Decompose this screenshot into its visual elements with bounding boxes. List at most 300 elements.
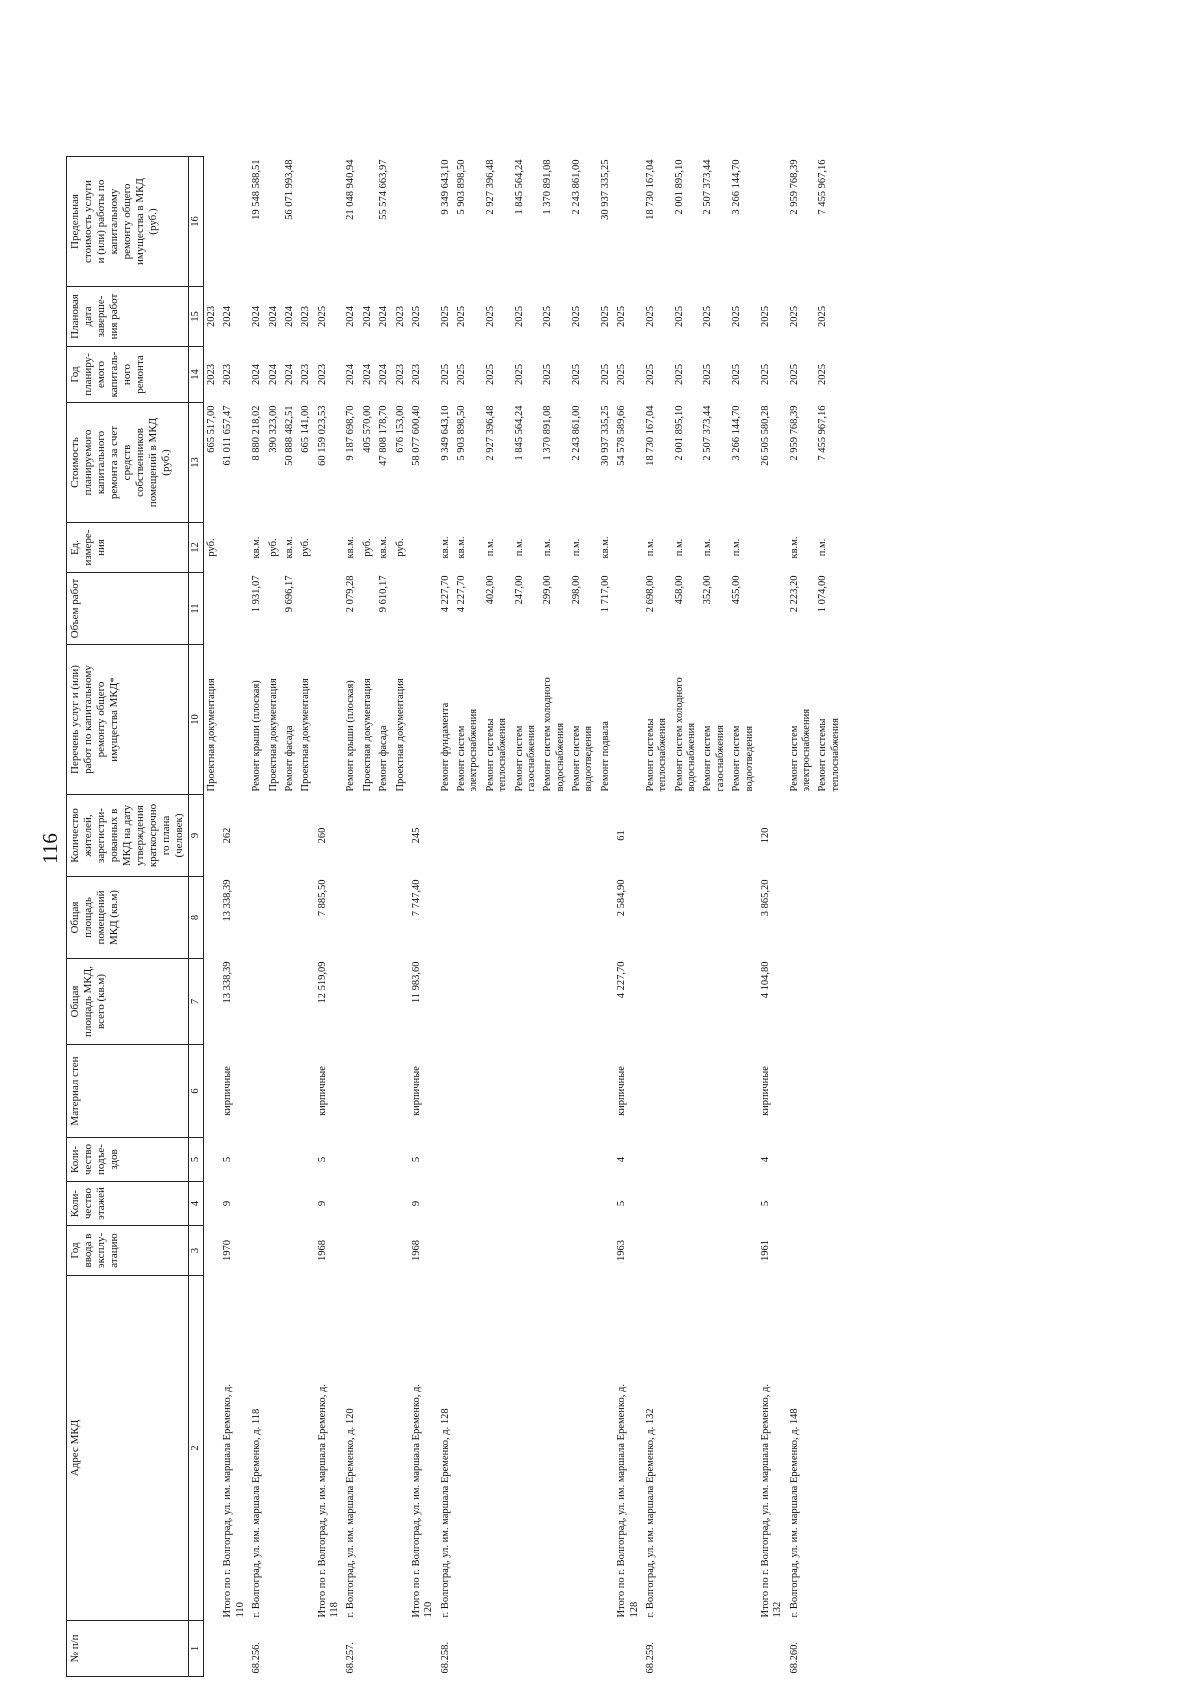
cell-address <box>266 1276 282 1621</box>
cell-row-number <box>220 1621 249 1677</box>
cell-unit: руб. <box>206 538 218 557</box>
table-row <box>360 157 376 1677</box>
cell-planned-year: 2025 <box>542 364 554 385</box>
cell-work-volume <box>266 573 282 645</box>
cell-work-volume: 2 698,00 <box>644 575 656 613</box>
cell-work-volume: 1 074,00 <box>817 575 829 613</box>
cell-floors: 9 <box>410 1200 422 1207</box>
cell-wall-material <box>438 1045 454 1138</box>
cell-floors <box>360 1182 376 1226</box>
cell-work-type <box>220 645 249 795</box>
cell-work-type <box>409 645 438 795</box>
column-header: Количество жителей, зарегистри- рованных в МКД на дату утверждения краткосрочно го плана (человек) <box>67 795 189 877</box>
table-row <box>540 157 569 1677</box>
column-number: 2 <box>188 1276 203 1621</box>
cell-address: г. Волгоград, ул. им. маршала Еременко, д. 148 <box>788 1408 800 1618</box>
cell-unit <box>409 523 438 573</box>
cell-premises-area: 13 338,39 <box>222 879 234 922</box>
cell-row-number <box>672 1621 701 1677</box>
cell-cost: 9 187 698,70 <box>345 405 357 461</box>
cell-residents: 120 <box>759 827 771 844</box>
cell-year-built <box>787 1226 816 1276</box>
cell-work-volume <box>360 573 376 645</box>
column-header: Плановая дата заверше- ния работ <box>67 287 189 347</box>
cell-premises-area <box>376 877 392 959</box>
cell-residents <box>815 795 844 877</box>
cell-unit: п.м. <box>673 538 685 557</box>
cell-cost: 2 927 396,48 <box>484 405 496 461</box>
cell-address <box>393 1276 409 1621</box>
cell-premises-area <box>266 877 282 959</box>
cell-completion-date: 2025 <box>410 306 422 327</box>
cell-planned-year: 2023 <box>316 364 328 385</box>
cell-entrances <box>643 1138 672 1182</box>
cell-residents <box>204 795 221 877</box>
cell-completion-date: 2025 <box>599 306 611 327</box>
cell-unit: кв.м. <box>599 536 611 559</box>
cell-row-number <box>315 1621 344 1677</box>
cell-cost: 676 153,00 <box>394 405 406 453</box>
table-row <box>569 157 598 1677</box>
cell-work-volume: 402,00 <box>484 575 496 605</box>
cell-cost: 61 011 657,47 <box>222 405 234 466</box>
table-row <box>266 157 282 1677</box>
cell-completion-date: 2024 <box>222 306 234 327</box>
cell-max-cost: 2 507 373,44 <box>702 159 714 215</box>
cell-work-type: Ремонт систем холодного водоснабжения <box>542 677 566 792</box>
cell-floors <box>266 1182 282 1226</box>
cell-planned-year: 2025 <box>673 364 685 385</box>
cell-cost: 7 455 967,16 <box>817 405 829 461</box>
cell-year-built: 1968 <box>410 1240 422 1261</box>
table-row <box>249 157 265 1677</box>
cell-total-area <box>787 959 816 1045</box>
column-header: Предельная стоимость услуги и (или) работы по капитальному ремонту общего имущества в МКД (руб.) <box>67 157 189 287</box>
cell-work-volume: 4 227,70 <box>439 575 451 613</box>
cell-year-built <box>360 1226 376 1276</box>
cell-entrances: 4 <box>616 1156 628 1163</box>
cell-entrances <box>815 1138 844 1182</box>
cell-cost: 1 370 891,08 <box>542 405 554 461</box>
cell-year-built <box>298 1226 314 1276</box>
cell-total-area <box>343 959 359 1045</box>
cell-premises-area <box>483 877 512 959</box>
cell-row-number: 68.256. <box>251 1642 263 1674</box>
cell-premises-area <box>298 877 314 959</box>
cell-entrances <box>438 1138 454 1182</box>
cell-total-area <box>298 959 314 1045</box>
column-number: 15 <box>188 287 203 347</box>
cell-address: Итого по г. Волгоград, ул. им. маршала Еременко, д. 120 <box>410 1384 435 1618</box>
cell-year-built <box>204 1226 221 1276</box>
cell-planned-year: 2023 <box>206 364 218 385</box>
cell-floors <box>454 1182 483 1226</box>
cell-year-built <box>249 1226 265 1276</box>
cell-residents: 61 <box>616 830 628 841</box>
cell-total-area: 4 104,80 <box>759 961 771 999</box>
cell-completion-date: 2025 <box>542 306 554 327</box>
cell-wall-material <box>700 1045 729 1138</box>
cell-residents <box>438 795 454 877</box>
cell-entrances: 4 <box>759 1156 771 1163</box>
capital-repair-table <box>66 156 844 1677</box>
cell-cost: 665 141,00 <box>300 405 312 453</box>
cell-work-type: Ремонт систем водоотведения <box>731 725 755 792</box>
cell-year-built <box>700 1226 729 1276</box>
cell-completion-date: 2025 <box>788 306 800 327</box>
cell-unit <box>614 523 643 573</box>
cell-wall-material <box>454 1045 483 1138</box>
cell-row-number <box>376 1621 392 1677</box>
cell-premises-area <box>643 877 672 959</box>
cell-unit: п.м. <box>817 538 829 557</box>
cell-max-cost: 9 349 643,10 <box>439 159 451 215</box>
cell-address <box>540 1276 569 1621</box>
cell-completion-date: 2025 <box>673 306 685 327</box>
cell-planned-year: 2025 <box>731 364 743 385</box>
cell-completion-date: 2023 <box>206 306 218 327</box>
cell-floors <box>204 1182 221 1226</box>
cell-wall-material <box>643 1045 672 1138</box>
cell-max-cost: 18 730 167,04 <box>644 159 656 220</box>
cell-floors <box>598 1182 614 1226</box>
cell-total-area <box>360 959 376 1045</box>
cell-wall-material: кирпичные <box>410 1066 422 1116</box>
cell-wall-material: кирпичные <box>616 1066 628 1116</box>
cell-floors <box>643 1182 672 1226</box>
cell-max-cost: 7 455 967,16 <box>817 159 829 215</box>
column-header: Перечень услуг и (или) работ по капитальному ремонту общего имущества МКД* <box>67 645 189 795</box>
table-row <box>758 157 787 1677</box>
cell-unit: п.м. <box>702 538 714 557</box>
cell-total-area <box>598 959 614 1045</box>
page-number: 116 <box>38 833 62 864</box>
cell-entrances <box>249 1138 265 1182</box>
cell-floors <box>438 1182 454 1226</box>
cell-wall-material <box>360 1045 376 1138</box>
cell-entrances <box>282 1138 298 1182</box>
cell-completion-date: 2024 <box>345 306 357 327</box>
cell-year-built: 1970 <box>222 1240 234 1261</box>
cell-floors <box>540 1182 569 1226</box>
cell-wall-material <box>729 1045 758 1138</box>
cell-row-number <box>614 1621 643 1677</box>
cell-wall-material <box>393 1045 409 1138</box>
cell-residents <box>483 795 512 877</box>
column-header: Материал стен <box>67 1045 189 1138</box>
cell-work-volume <box>298 573 314 645</box>
cell-work-type: Проектная документация <box>206 678 218 792</box>
cell-premises-area <box>540 877 569 959</box>
cell-year-built: 1963 <box>616 1240 628 1261</box>
cell-wall-material <box>298 1045 314 1138</box>
column-header: Коли- чество этажей <box>67 1182 189 1226</box>
cell-entrances <box>266 1138 282 1182</box>
cell-entrances <box>360 1138 376 1182</box>
table-row <box>376 157 392 1677</box>
cell-max-cost <box>315 157 344 287</box>
cell-address <box>360 1276 376 1621</box>
table-row <box>643 157 672 1677</box>
cell-total-area <box>282 959 298 1045</box>
table-row <box>204 157 221 1677</box>
cell-unit: кв.м. <box>788 536 800 559</box>
cell-entrances: 5 <box>410 1156 422 1163</box>
cell-premises-area <box>672 877 701 959</box>
cell-floors <box>729 1182 758 1226</box>
cell-planned-year: 2025 <box>513 364 525 385</box>
cell-planned-year: 2023 <box>222 364 234 385</box>
cell-completion-date: 2024 <box>378 306 390 327</box>
cell-planned-year: 2025 <box>456 364 468 385</box>
cell-max-cost <box>758 157 787 287</box>
cell-work-type: Ремонт фасада <box>378 725 390 792</box>
cell-work-type: Ремонт системы теплоснабжения <box>817 718 841 792</box>
cell-residents <box>282 795 298 877</box>
cell-floors <box>815 1182 844 1226</box>
column-number: 8 <box>188 877 203 959</box>
cell-row-number: 68.257. <box>345 1642 357 1674</box>
cell-floors <box>483 1182 512 1226</box>
cell-cost: 390 323,00 <box>267 405 279 453</box>
cell-floors <box>249 1182 265 1226</box>
cell-row-number <box>282 1621 298 1677</box>
cell-row-number <box>569 1621 598 1677</box>
cell-planned-year: 2023 <box>410 364 422 385</box>
cell-residents <box>454 795 483 877</box>
cell-address <box>815 1276 844 1621</box>
cell-work-type: Ремонт систем газоснабжения <box>702 725 726 792</box>
cell-completion-date: 2024 <box>361 306 373 327</box>
cell-residents: 262 <box>222 827 234 844</box>
cell-premises-area <box>729 877 758 959</box>
cell-floors <box>393 1182 409 1226</box>
cell-cost: 665 517,00 <box>206 405 218 453</box>
cell-residents <box>787 795 816 877</box>
cell-completion-date: 2023 <box>300 306 312 327</box>
cell-wall-material <box>343 1045 359 1138</box>
cell-wall-material <box>815 1045 844 1138</box>
cell-total-area <box>729 959 758 1045</box>
column-number: 3 <box>188 1226 203 1276</box>
cell-address <box>454 1276 483 1621</box>
cell-completion-date: 2025 <box>571 306 583 327</box>
cell-cost: 58 077 600,40 <box>410 405 422 466</box>
cell-planned-year: 2025 <box>439 364 451 385</box>
cell-premises-area <box>343 877 359 959</box>
cell-work-volume: 455,00 <box>731 575 743 605</box>
cell-premises-area <box>700 877 729 959</box>
cell-unit: п.м. <box>542 538 554 557</box>
cell-floors <box>343 1182 359 1226</box>
cell-max-cost: 2 001 895,10 <box>673 159 685 215</box>
cell-max-cost: 30 937 335,25 <box>599 159 611 220</box>
cell-total-area <box>569 959 598 1045</box>
cell-work-volume <box>315 573 344 645</box>
cell-unit: п.м. <box>644 538 656 557</box>
cell-work-volume <box>409 573 438 645</box>
table-row <box>815 157 844 1677</box>
cell-work-volume <box>393 573 409 645</box>
cell-unit: руб. <box>267 538 279 557</box>
cell-address <box>569 1276 598 1621</box>
cell-wall-material: кирпичные <box>222 1066 234 1116</box>
cell-total-area <box>376 959 392 1045</box>
cell-unit: руб. <box>300 538 312 557</box>
cell-residents <box>700 795 729 877</box>
cell-residents <box>598 795 614 877</box>
cell-max-cost <box>298 157 314 287</box>
table-row <box>298 157 314 1677</box>
cell-year-built <box>343 1226 359 1276</box>
column-header: № п/п <box>67 1621 189 1677</box>
cell-unit: п.м. <box>731 538 743 557</box>
cell-year-built <box>282 1226 298 1276</box>
cell-row-number <box>540 1621 569 1677</box>
cell-premises-area <box>282 877 298 959</box>
cell-work-volume <box>758 573 787 645</box>
cell-entrances <box>700 1138 729 1182</box>
cell-floors: 5 <box>616 1200 628 1207</box>
cell-completion-date: 2025 <box>484 306 496 327</box>
cell-work-volume <box>204 573 221 645</box>
cell-planned-year: 2024 <box>267 364 279 385</box>
cell-work-volume: 1 717,00 <box>599 575 611 613</box>
cell-address <box>298 1276 314 1621</box>
cell-address: г. Волгоград, ул. им. маршала Еременко, д. 120 <box>345 1408 357 1618</box>
cell-total-area <box>204 959 221 1045</box>
cell-cost: 30 937 335,25 <box>599 405 611 466</box>
column-number: 10 <box>188 645 203 795</box>
cell-max-cost: 2 927 396,48 <box>484 159 496 215</box>
cell-row-number <box>700 1621 729 1677</box>
cell-max-cost: 1 845 564,24 <box>513 159 525 215</box>
cell-premises-area <box>249 877 265 959</box>
cell-year-built <box>643 1226 672 1276</box>
cell-row-number <box>729 1621 758 1677</box>
cell-wall-material: кирпичные <box>316 1066 328 1116</box>
column-number-row <box>188 157 203 1677</box>
cell-floors <box>282 1182 298 1226</box>
cell-unit: руб. <box>394 538 406 557</box>
cell-total-area <box>249 959 265 1045</box>
cell-work-volume: 247,00 <box>513 575 525 605</box>
cell-year-built: 1961 <box>759 1240 771 1261</box>
cell-year-built <box>512 1226 541 1276</box>
table-row <box>315 157 344 1677</box>
cell-year-built <box>569 1226 598 1276</box>
cell-work-type <box>315 645 344 795</box>
cell-total-area <box>393 959 409 1045</box>
cell-year-built <box>729 1226 758 1276</box>
column-number: 4 <box>188 1182 203 1226</box>
column-header: Стоимость планируемого капитального ремонта за счет средств собственников помещений в МКД (руб.) <box>67 403 189 523</box>
cell-unit: кв.м. <box>283 536 295 559</box>
cell-residents <box>643 795 672 877</box>
cell-residents <box>540 795 569 877</box>
cell-premises-area: 7 885,50 <box>316 879 328 917</box>
cell-planned-year: 2025 <box>759 364 771 385</box>
cell-address: г. Волгоград, ул. им. маршала Еременко, д. 132 <box>644 1408 656 1618</box>
cell-premises-area <box>512 877 541 959</box>
table-row <box>454 157 483 1677</box>
cell-max-cost: 2 243 861,00 <box>571 159 583 215</box>
cell-unit: кв.м. <box>251 536 263 559</box>
cell-work-volume: 298,00 <box>571 575 583 605</box>
cell-premises-area <box>569 877 598 959</box>
cell-max-cost: 1 370 891,08 <box>542 159 554 215</box>
table-row <box>438 157 454 1677</box>
cell-year-built <box>454 1226 483 1276</box>
cell-work-volume: 2 223,20 <box>788 575 800 613</box>
column-number: 16 <box>188 157 203 287</box>
cell-unit <box>315 523 344 573</box>
cell-floors: 9 <box>222 1200 234 1207</box>
cell-residents <box>569 795 598 877</box>
cell-unit: п.м. <box>571 538 583 557</box>
table-row <box>409 157 438 1677</box>
cell-address: Итого по г. Волгоград, ул. им. маршала Еременко, д. 128 <box>616 1384 640 1618</box>
cell-completion-date: 2025 <box>316 306 328 327</box>
column-header: Год планиру- емого капиталь- ного ремонта <box>67 347 189 403</box>
cell-wall-material <box>569 1045 598 1138</box>
cell-residents <box>298 795 314 877</box>
cell-max-cost <box>409 157 438 287</box>
cell-work-type: Проектная документация <box>394 678 406 792</box>
cell-row-number <box>360 1621 376 1677</box>
cell-residents: 245 <box>410 827 422 844</box>
cell-premises-area <box>393 877 409 959</box>
cell-entrances: 5 <box>316 1156 328 1163</box>
cell-unit <box>220 523 249 573</box>
cell-planned-year: 2025 <box>644 364 656 385</box>
cell-work-type: Проектная документация <box>361 678 373 792</box>
cell-work-type: Ремонт систем водоотведения <box>571 725 595 792</box>
cell-completion-date: 2025 <box>456 306 468 327</box>
cell-address: г. Волгоград, ул. им. маршала Еременко, д. 118 <box>251 1408 263 1618</box>
cell-residents <box>249 795 265 877</box>
cell-cost: 50 888 482,51 <box>283 405 295 466</box>
cell-residents <box>729 795 758 877</box>
cell-address <box>282 1276 298 1621</box>
cell-entrances <box>569 1138 598 1182</box>
column-header: Адрес МКД <box>67 1276 189 1621</box>
cell-work-volume: 4 227,70 <box>456 575 468 613</box>
cell-work-type: Ремонт систем газоснабжения <box>513 725 537 792</box>
cell-max-cost: 3 266 144,70 <box>731 159 743 215</box>
cell-address <box>376 1276 392 1621</box>
cell-row-number <box>598 1621 614 1677</box>
column-header: Объем работ <box>67 573 189 645</box>
cell-residents: 260 <box>316 827 328 844</box>
cell-wall-material <box>672 1045 701 1138</box>
cell-entrances <box>672 1138 701 1182</box>
table-row <box>614 157 643 1677</box>
cell-address: Итого по г. Волгоград, ул. им. маршала Еременко, д. 118 <box>316 1384 341 1618</box>
cell-completion-date: 2025 <box>439 306 451 327</box>
cell-total-area: 12 519,09 <box>316 961 328 1004</box>
column-header: Общая площадь МКД, всего (кв.м) <box>67 959 189 1045</box>
cell-work-type: Проектная документация <box>267 678 279 792</box>
cell-planned-year: 2023 <box>394 364 406 385</box>
cell-wall-material <box>266 1045 282 1138</box>
cell-total-area <box>438 959 454 1045</box>
cell-floors: 5 <box>759 1200 771 1207</box>
header-row <box>67 157 189 1677</box>
cell-cost: 47 808 178,70 <box>378 405 390 466</box>
cell-entrances: 5 <box>222 1156 234 1163</box>
cell-planned-year: 2025 <box>702 364 714 385</box>
